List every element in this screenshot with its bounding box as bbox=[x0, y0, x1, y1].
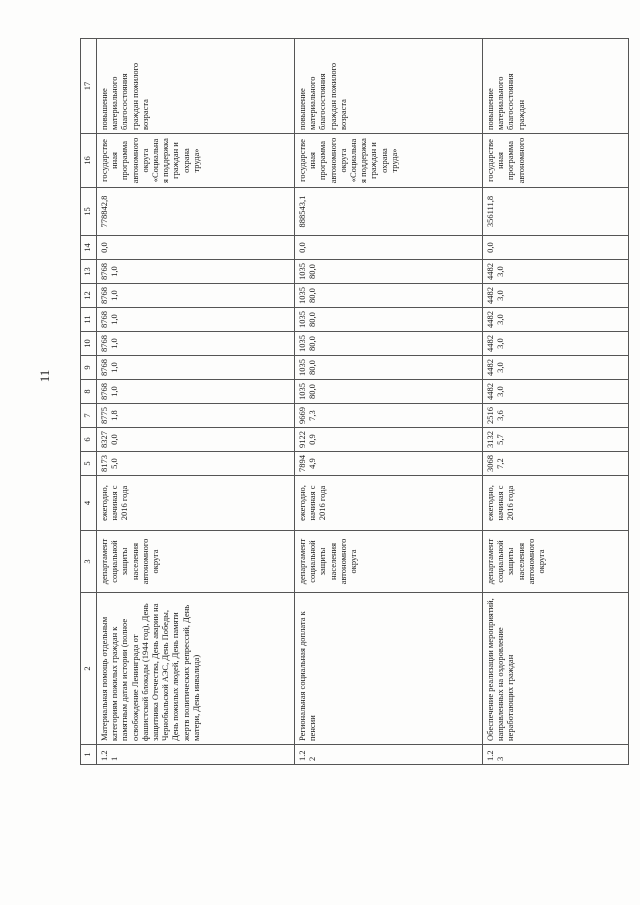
page-number: 11 bbox=[37, 369, 52, 383]
measure-name: Материальная помощь отдельным категориям пожилых граждан к памятным датам истории (полное освобождение Ленинграда от фашистской блокады (1944 год), День защитника Отечества, День аварии на Чернобыльской АЭС, День Победы, День пожилых людей, День памяти жертв политических репрессий, День матери, День инвалида) bbox=[97, 593, 295, 745]
table-row bbox=[295, 39, 483, 765]
row-number: 1.23 bbox=[483, 745, 629, 765]
total-cell: 778842,8 bbox=[97, 188, 295, 236]
header-cell: 15 bbox=[81, 188, 97, 236]
value-cell: 31325,7 bbox=[483, 428, 629, 452]
program-table bbox=[80, 38, 629, 765]
value-cell: 44823,0 bbox=[483, 284, 629, 308]
row-number: 1.21 bbox=[97, 745, 295, 765]
header-cell: 5 bbox=[81, 452, 97, 476]
executor: департамент социальной защиты населения автономного округа bbox=[483, 531, 629, 593]
header-cell: 13 bbox=[81, 260, 97, 284]
measure-name: Обеспечение реализации мероприятий, направленных на оздоровление неработающих граждан bbox=[483, 593, 629, 745]
value-cell: 0,0 bbox=[295, 236, 483, 260]
value-cell: 0,0 bbox=[97, 236, 295, 260]
value-cell: 78944,9 bbox=[295, 452, 483, 476]
header-cell: 10 bbox=[81, 332, 97, 356]
rotated-table-container bbox=[80, 40, 629, 765]
header-cell: 4 bbox=[81, 476, 97, 531]
value-cell: 103580,0 bbox=[295, 380, 483, 404]
header-cell: 12 bbox=[81, 284, 97, 308]
executor: департамент социальной защиты населения автономного округа bbox=[97, 531, 295, 593]
header-cell: 16 bbox=[81, 134, 97, 188]
value-cell: 103580,0 bbox=[295, 356, 483, 380]
value-cell: 87681,0 bbox=[97, 356, 295, 380]
value-cell: 103580,0 bbox=[295, 308, 483, 332]
period: ежегодно, начиная с 2016 года bbox=[97, 476, 295, 531]
funding-source: государственная программа автономного округа «Социальная поддержка граждан и охрана труда» bbox=[295, 134, 483, 188]
header-cell: 17 bbox=[81, 39, 97, 134]
value-cell: 87681,0 bbox=[97, 284, 295, 308]
value-cell: 87751,8 bbox=[97, 404, 295, 428]
expected-result: повышение материального благосостояния граждан bbox=[483, 39, 629, 134]
funding-source: государственная программа автономного bbox=[483, 134, 629, 188]
header-cell: 14 bbox=[81, 236, 97, 260]
value-cell: 81735,0 bbox=[97, 452, 295, 476]
value-cell: 25163,6 bbox=[483, 404, 629, 428]
value-cell: 96697,3 bbox=[295, 404, 483, 428]
value-cell: 83270,0 bbox=[97, 428, 295, 452]
expected-result: повышение материального благосостояния граждан пожилого возраста bbox=[97, 39, 295, 134]
header-cell: 9 bbox=[81, 356, 97, 380]
header-cell: 2 bbox=[81, 593, 97, 745]
value-cell: 87681,0 bbox=[97, 332, 295, 356]
total-cell: 356111,8 bbox=[483, 188, 629, 236]
value-cell: 103580,0 bbox=[295, 284, 483, 308]
period: ежегодно, начиная с 2016 года bbox=[295, 476, 483, 531]
value-cell: 0,0 bbox=[483, 236, 629, 260]
value-cell: 30687,2 bbox=[483, 452, 629, 476]
value-cell: 44823,0 bbox=[483, 380, 629, 404]
value-cell: 44823,0 bbox=[483, 308, 629, 332]
funding-source: государственная программа автономного округа «Социальная поддержка граждан и охрана труда» bbox=[97, 134, 295, 188]
table-row bbox=[483, 39, 629, 765]
header-cell: 1 bbox=[81, 745, 97, 765]
value-cell: 103580,0 bbox=[295, 260, 483, 284]
value-cell: 87681,0 bbox=[97, 308, 295, 332]
value-cell: 91220,9 bbox=[295, 428, 483, 452]
value-cell: 103580,0 bbox=[295, 332, 483, 356]
header-cell: 3 bbox=[81, 531, 97, 593]
header-cell: 7 bbox=[81, 404, 97, 428]
executor: департамент социальной защиты населения автономного округа bbox=[295, 531, 483, 593]
measure-name: Региональная социальная доплата к пенсии bbox=[295, 593, 483, 745]
table-row bbox=[97, 39, 295, 765]
header-cell: 8 bbox=[81, 380, 97, 404]
header-cell: 6 bbox=[81, 428, 97, 452]
header-cell: 11 bbox=[81, 308, 97, 332]
period: ежегодно, начиная с 2016 года bbox=[483, 476, 629, 531]
value-cell: 44823,0 bbox=[483, 260, 629, 284]
total-cell: 888543,1 bbox=[295, 188, 483, 236]
value-cell: 87681,0 bbox=[97, 260, 295, 284]
expected-result: повышение материального благосостояния граждан пожилого возраста bbox=[295, 39, 483, 134]
header-row bbox=[81, 39, 97, 765]
row-number: 1.22 bbox=[295, 745, 483, 765]
value-cell: 44823,0 bbox=[483, 356, 629, 380]
value-cell: 87681,0 bbox=[97, 380, 295, 404]
value-cell: 44823,0 bbox=[483, 332, 629, 356]
